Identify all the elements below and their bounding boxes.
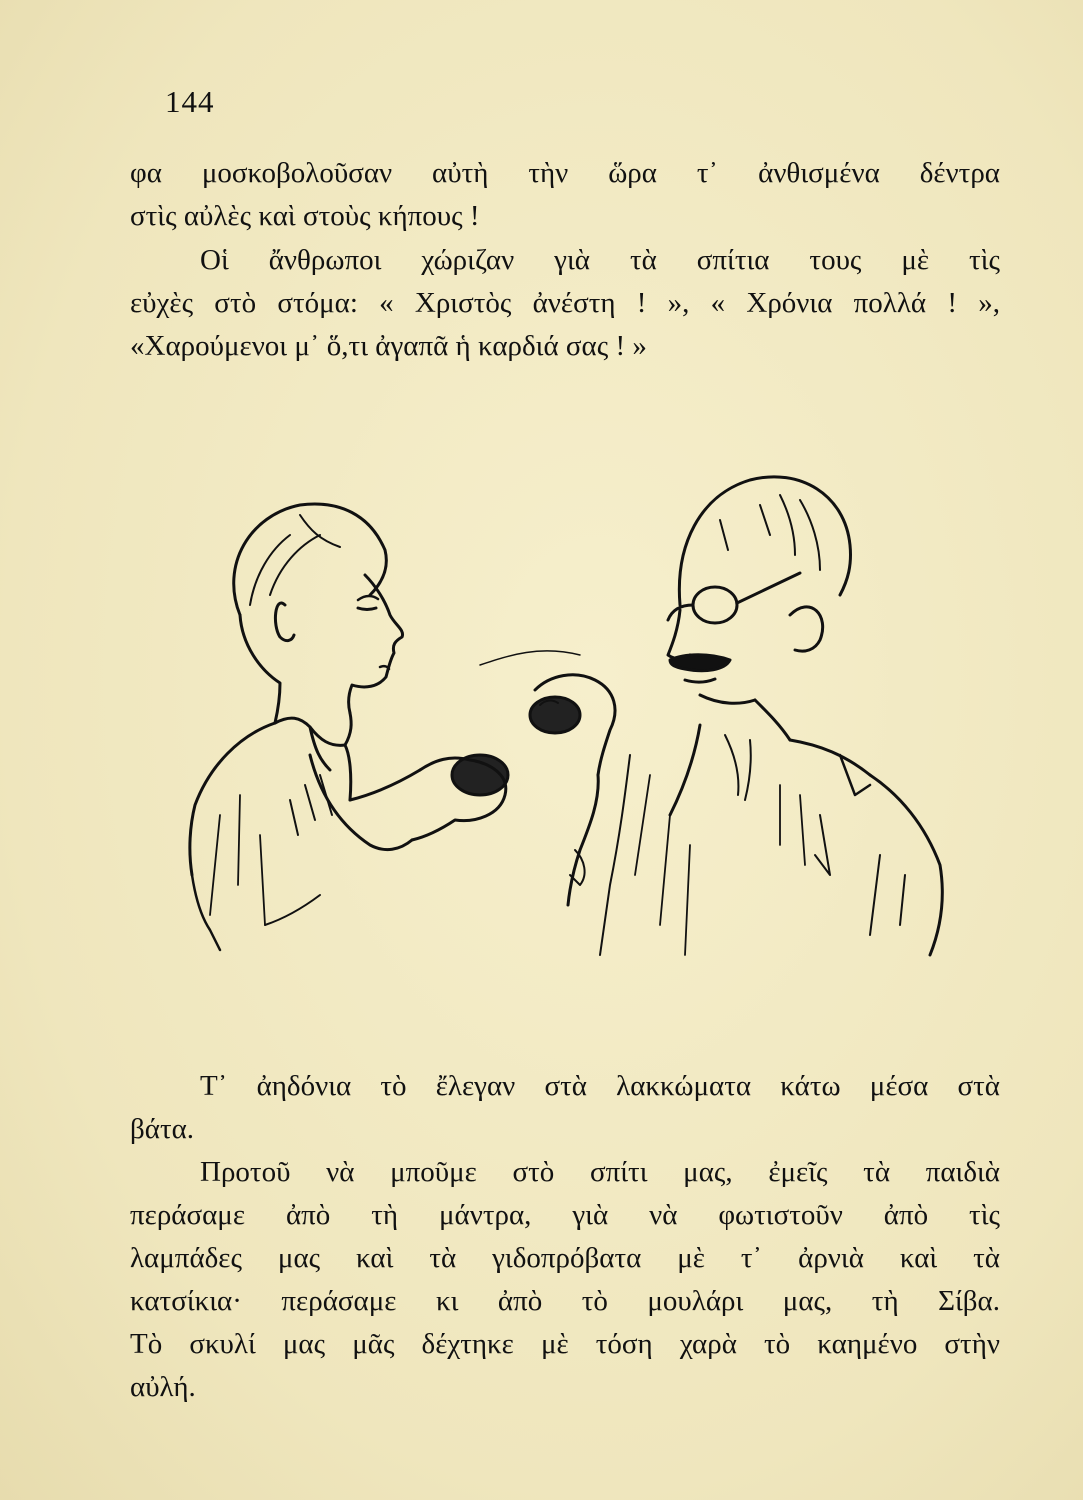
text-line: Τ᾽ ἀηδόνια τὸ ἔλεγαν στὰ λακκώματα κάτω μέσα στὰ	[200, 1070, 1000, 1102]
text-line: περάσαμε ἀπὸ τὴ μάντρα, γιὰ νὰ φωτιστοῦν ἀπὸ τὶς	[130, 1199, 1000, 1231]
paragraph-3	[130, 1065, 1000, 1151]
text-line: Προτοῦ νὰ μποῦμε στὸ σπίτι μας, ἐμεῖς τὰ παιδιὰ	[200, 1156, 1000, 1188]
paragraph-4	[130, 1151, 1000, 1409]
text-line: «Χαρούμενοι μ᾽ ὅ,τι ἀγαπᾶ ἡ καρδιά σας ! »	[130, 330, 647, 362]
man-figure	[530, 477, 942, 955]
text-line: κατσίκια· περάσαμε κι ἀπὸ τὸ μουλάρι μας, τὴ Σίβα.	[130, 1285, 1000, 1317]
paragraph-2	[130, 239, 1000, 368]
text-line: φα μοσκοβολοῦσαν αὐτὴ τὴν ὥρα τ᾽ ἀνθισμένα δέντρα	[130, 157, 1000, 189]
text-line: Οἱ ἄνθρωποι χώριζαν γιὰ τὰ σπίτια τους μὲ τὶς	[200, 244, 1000, 276]
text-line: αὐλή.	[130, 1371, 196, 1403]
text-line: στὶς αὐλὲς καὶ στοὺς κήπους !	[130, 200, 480, 232]
text-line: εὐχὲς στὸ στόμα: « Χριστὸς ἀνέστη ! », « Χρόνια πολλά ! »,	[130, 287, 1000, 319]
text-line: λαμπάδες μας καὶ τὰ γιδοπρόβατα μὲ τ᾽ ἀρνιὰ καὶ τὰ	[130, 1242, 1000, 1274]
text-line: Τὸ σκυλί μας μᾶς δέχτηκε μὲ τόση χαρὰ τὸ καημένο στὴν	[130, 1328, 1000, 1360]
text-line: βάτα.	[130, 1113, 195, 1145]
illustration-boy-and-man-with-eggs	[180, 455, 955, 970]
boy-figure	[190, 504, 508, 950]
page-number: 144	[165, 84, 215, 119]
paragraph-1	[130, 152, 1000, 238]
